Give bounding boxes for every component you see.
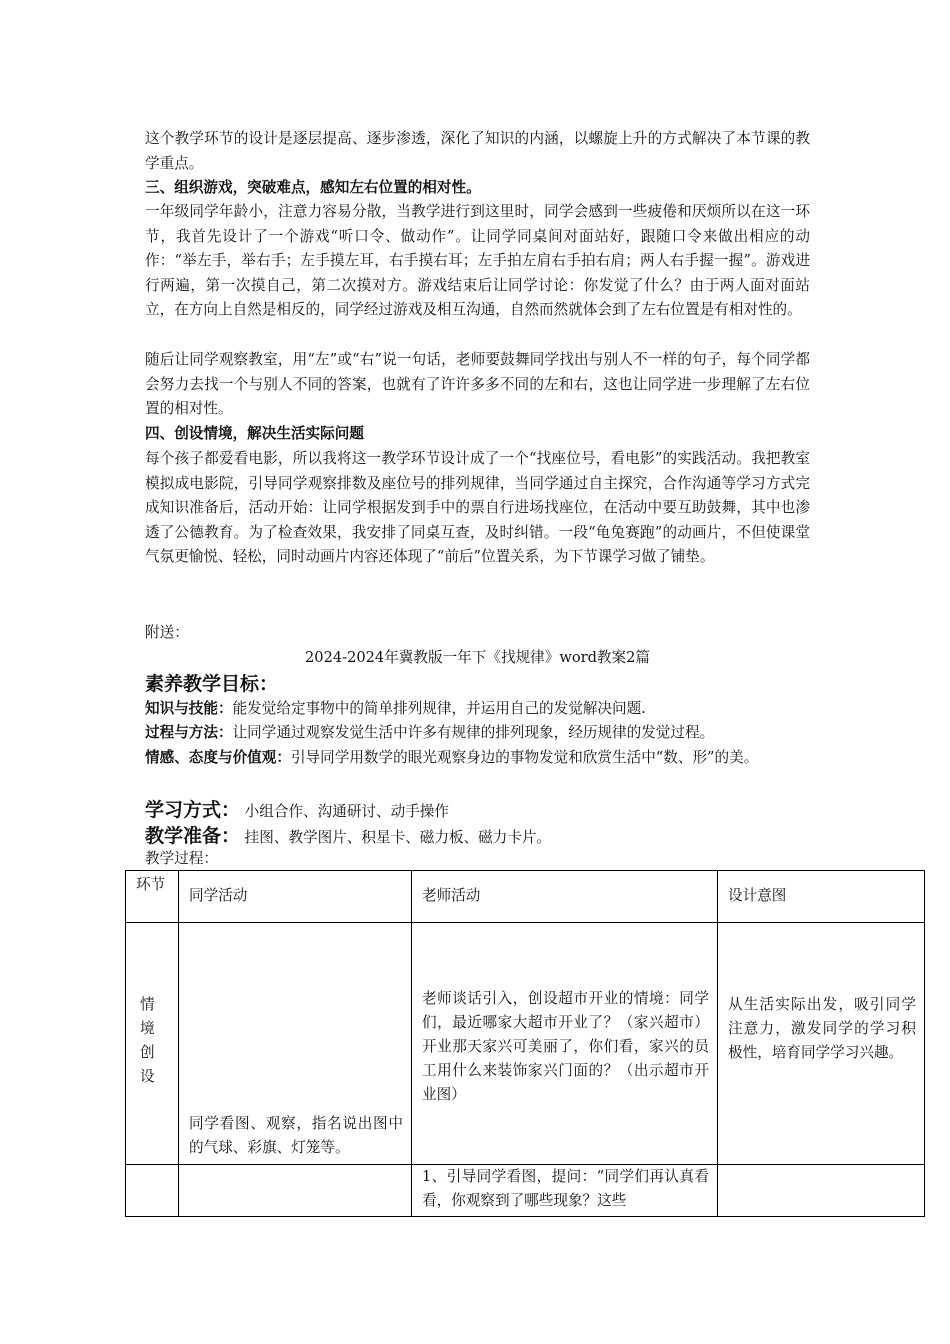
teaching-prep (145, 823, 810, 851)
goal-process (145, 721, 810, 746)
teacher-activity: 1、引导同学看图，提问：“同学们再认真看看，你观察到了哪些现象？这些 (422, 1168, 709, 1209)
document-title: 2024-2024年冀教版一年下《找规律》word教案2篇 (305, 649, 650, 666)
study-method (145, 797, 810, 825)
cell-intent (718, 923, 925, 1165)
cell-student (179, 1165, 412, 1217)
goal-process-label: 过程与方法： (145, 724, 233, 741)
header-teacher: 老师活动 (412, 871, 718, 923)
goal-emotion (145, 746, 810, 771)
goals-heading-text: 素养教学目标： (145, 673, 279, 695)
design-intent: 从生活实际出发，吸引同学注意力，激发同学的学习积极性，培育同学学习兴趣。 (728, 996, 916, 1061)
goals-heading (145, 671, 810, 699)
table-row (126, 923, 925, 1165)
table-header-row (126, 871, 925, 923)
cell-intent (718, 1165, 925, 1217)
paragraph-observe: 随后让同学观察教室，用“左”或“右”说一句话，老师要鼓舞同学找出与别人不一样的句子，每个同学都会努力去找一个与别人不同的答案，也就有了许许多多不同的左和右，这也让同学进一步理解了左右位置的相对性。 (145, 351, 810, 418)
header-intent: 设计意图 (718, 871, 925, 923)
cell-teacher (412, 923, 718, 1165)
teacher-activity: 老师谈话引入，创设超市开业的情境：同学们，最近哪家大超市开业了？（家兴超市）开业那天家兴可美丽了，你们看，家兴的员工用什么来装饰家兴门面的？（出示超市开业图） (422, 990, 709, 1103)
section-heading-3: 三、组织游戏，突破难点，感知左右位置的相对性。 (145, 179, 481, 196)
goal-process-text: 让同学通过观察发觉生活中许多有规律的排列现象，经历规律的发觉过程。 (232, 724, 715, 741)
goal-emotion-text: 引导同学用数学的眼光观察身边的事物发觉和欣赏生活中“数、形”的美。 (290, 749, 759, 766)
cell-teacher (412, 1165, 718, 1217)
step-label: 情境创设 (140, 996, 155, 1085)
teaching-prep-text: 挂图、教学图片、积星卡、磁力板、磁力卡片。 (244, 829, 552, 846)
table-row (126, 1165, 925, 1217)
process-label: 教学过程： (145, 850, 218, 867)
goal-knowledge-label: 知识与技能： (145, 700, 233, 717)
cell-student (179, 923, 412, 1165)
process-table (125, 870, 925, 1217)
teaching-prep-label: 教学准备： (145, 825, 241, 847)
attachment-label: 附送： (145, 624, 189, 641)
study-method-label: 学习方式： (145, 799, 241, 821)
goal-knowledge (145, 697, 810, 722)
student-activity: 同学看图、观察，指名说出图中的气球、彩旗、灯笼等。 (189, 1115, 403, 1156)
header-student: 同学活动 (179, 871, 412, 923)
study-method-text: 小组合作、沟通研讨、动手操作 (244, 803, 449, 820)
paragraph-movie: 每个孩子都爱看电影，所以我将这一教学环节设计成了一个“找座位号，看电影”的实践活动。我把教室模拟成电影院，引导同学观察排数及座位号的排列规律，当同学通过自主探究，合作沟通等学习方式完成知识准备后，活动开始：让同学根据发到手中的票自行进场找座位，在活动中要互助鼓舞，其中也渗透了公德教育。为了检查效果，我安排了同桌互查，及时纠错。一段“龟兔赛跑”的动画片，不但使课堂气氛更愉悦、轻松，同时动画片内容还体现了“前后”位置关系，为下节课学习做了铺垫。 (145, 450, 810, 566)
section-heading-4: 四、创设情境，解决生活实际问题 (145, 425, 364, 442)
header-step: 环节 (126, 871, 179, 923)
paragraph-intro: 这个教学环节的设计是逐层提高、逐步渗透，深化了知识的内涵，以螺旋上升的方式解决了本节课的教学重点。 (145, 130, 810, 172)
goal-knowledge-text: 能发觉给定事物中的简单排列规律，并运用自己的发觉解决问题. (232, 700, 646, 717)
cell-step (126, 1165, 179, 1217)
cell-step (126, 923, 179, 1165)
paragraph-game: 一年级同学年龄小，注意力容易分散，当教学进行到这里时，同学会感到一些疲倦和厌烦所以在这一环节，我首先设计了一个游戏“听口令、做动作”。让同学同桌间对面站好，跟随口令来做出相应的动作：“举左手，举右手；左手摸左耳，右手摸右耳；左手拍左肩右手拍右肩；两人右手握一握”。游戏进行两遍，第一次摸自己，第二次摸对方。游戏结束后让同学讨论：你发觉了什么？由于两人面对面站立，在方向上自然是相反的，同学经过游戏及相互沟通，自然而然就体会到了左右位置是有相对性的。 (145, 203, 810, 319)
goal-emotion-label: 情感、态度与价值观： (145, 749, 291, 766)
